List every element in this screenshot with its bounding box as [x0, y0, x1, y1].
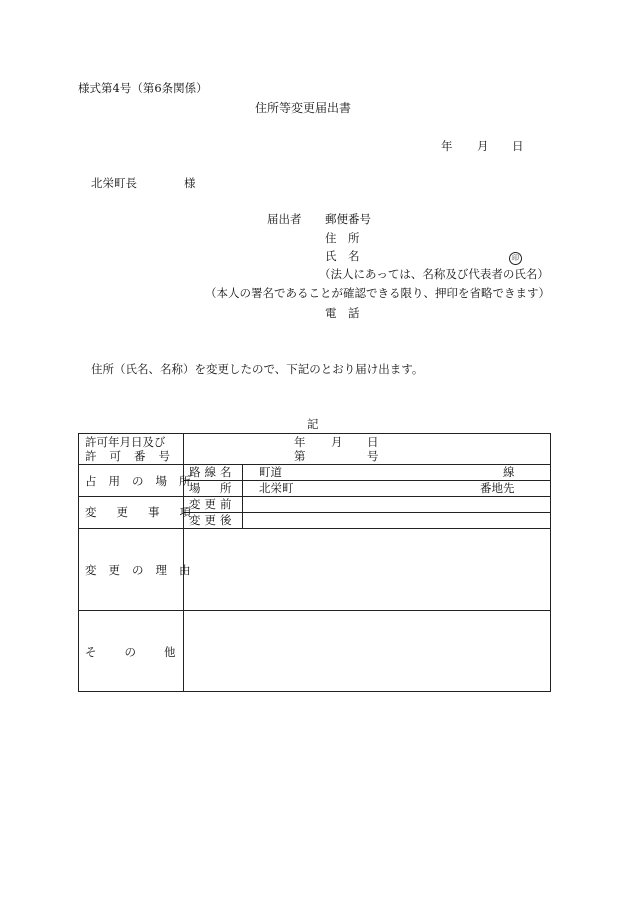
after-change-label: 変更後: [189, 513, 236, 527]
occupancy-place-label: 占用の場所: [85, 474, 203, 488]
change-items-label: 変更事項: [85, 505, 211, 519]
place-prefix: 北栄町: [259, 481, 294, 495]
phone-label: 電 話: [325, 306, 360, 320]
permit-day-label: 日: [367, 435, 379, 449]
table-divider: [79, 610, 550, 611]
seal-icon: 印: [509, 252, 522, 265]
name-label: 氏 名: [325, 249, 360, 263]
address-label: 住 所: [325, 231, 360, 245]
document-title: 住所等変更届出書: [255, 101, 352, 115]
before-change-label: 変更前: [189, 497, 236, 511]
table-divider: [242, 464, 243, 528]
permit-label-line1: [85, 435, 177, 449]
table-divider: [79, 496, 550, 497]
permit-number-prefix: 第: [294, 449, 306, 463]
route-prefix: 町道: [259, 465, 282, 479]
addressee-name: 北栄町長: [91, 176, 137, 190]
permit-month-label: 月: [331, 435, 343, 449]
place-label: 場 所: [189, 481, 236, 495]
corporate-note: （法人にあっては、名称及び代表者の氏名）: [319, 267, 549, 281]
change-reason-label: 変更の理由: [85, 563, 203, 577]
route-suffix: 線: [503, 465, 515, 479]
notifier-label: 届出者: [267, 212, 302, 226]
date-month-label: 月: [477, 139, 489, 153]
permit-number-label-text: 許可番号: [85, 449, 183, 463]
permit-label-line2: [85, 449, 183, 463]
form-table: [78, 433, 551, 692]
date-day-label: 日: [512, 139, 524, 153]
table-divider: [79, 528, 550, 529]
route-name-label: 路線名: [189, 465, 236, 479]
date-year-label: 年: [441, 139, 453, 153]
table-divider: [183, 512, 550, 513]
seal-mark: [509, 249, 522, 265]
signature-note: （本人の署名であることが確認できる限り、押印を省略できます）: [205, 286, 550, 300]
place-suffix: 番地先: [480, 481, 515, 495]
postal-code-label: 郵便番号: [325, 212, 371, 226]
form-number: 様式第4号（第6条関係）: [78, 81, 208, 95]
ki-heading: 記: [307, 417, 319, 431]
table-divider: [79, 464, 550, 465]
statement-text: 住所（氏名、名称）を変更したので、下記のとおり届け出ます。: [91, 362, 424, 376]
permit-label-text: 許可年月日及び: [85, 435, 166, 449]
permit-number-suffix: 号: [367, 449, 379, 463]
addressee-honorific: 様: [184, 176, 196, 190]
other-label: その他: [85, 645, 204, 659]
permit-year-label: 年: [294, 435, 306, 449]
